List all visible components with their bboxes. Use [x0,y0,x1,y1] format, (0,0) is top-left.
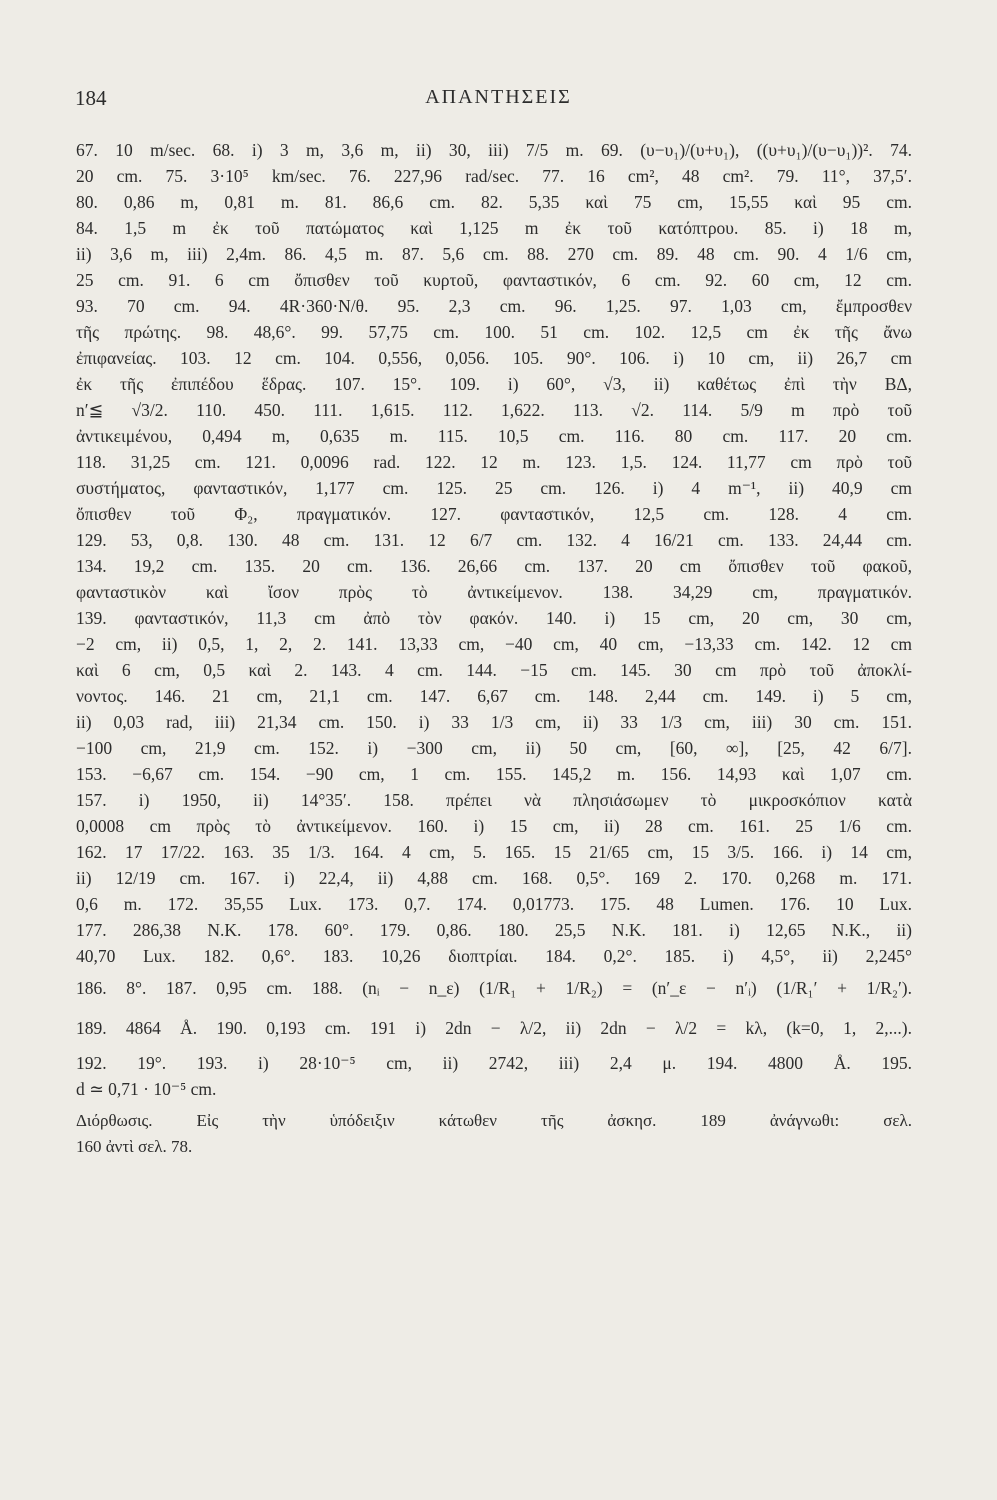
answer-line: 84. 1,5 m ἐκ τοῦ πατώματος καὶ 1,125 m ἐκ τοῦ κατόπτρου. 85. i) 18 m, [76,218,912,238]
answer-line: 118. 31,25 cm. 121. 0,0096 rad. 122. 12 m. 123. 1,5. 124. 11,77 cm πρὸ τοῦ [76,452,912,472]
answer-line: 177. 286,38 N.K. 178. 60°. 179. 0,86. 180. 25,5 N.K. 181. i) 12,65 N.K., ii) [76,920,912,940]
answer-line: d ≃ 0,71 · 10⁻⁵ cm. [76,1078,217,1099]
answer-line: ii) 0,03 rad, iii) 21,34 cm. 150. i) 33 1/3 cm, ii) 33 1/3 cm, iii) 30 cm. 151. [76,712,912,732]
correction-line: Διόρθωσις. Εἰς τὴν ὑπόδειξιν κάτωθεν τῆς ἀσκησ. 189 ἀνάγνωθι: σελ. [76,1111,912,1130]
answer-line: 0,6 m. 172. 35,55 Lux. 173. 0,7. 174. 0,01773. 175. 48 Lumen. 176. 10 Lux. [76,894,912,914]
answer-line: ἐπιφανείας. 103. 12 cm. 104. 0,556, 0,056. 105. 90°. 106. i) 10 cm, ii) 26,7 cm [76,348,912,368]
correction-note [76,1111,912,1158]
answer-line: 25 cm. 91. 6 cm ὄπισθεν τοῦ κυρτοῦ, φανταστικόν, 6 cm. 92. 60 cm, 12 cm. [76,270,912,290]
answer-line: τῆς πρώτης. 98. 48,6°. 99. 57,75 cm. 100. 51 cm. 102. 12,5 cm ἐκ τῆς ἄνω [76,322,912,342]
running-title: ΑΠΑΝΤΗΣΕΙΣ [425,86,572,108]
answer-line: 186. 8°. 187. 0,95 cm. 188. (nᵢ − n_ε) (1/R₁ + 1/R₂) = (n′_ε − n′ᵢ) (1/R₁′ + 1/R₂′). [76,977,912,998]
answer-line: 189. 4864 Å. 190. 0,193 cm. 191 i) 2dn − λ/2, ii) 2dn − λ/2 = kλ, (k=0, 1, 2,...). [76,1017,912,1038]
page-header [0,86,997,116]
answer-line: 153. −6,67 cm. 154. −90 cm, 1 cm. 155. 145,2 m. 156. 14,93 καὶ 1,07 cm. [76,764,912,784]
correction-line: 160 ἀντὶ σελ. 78. [76,1137,193,1156]
answers-block [76,140,912,1163]
answer-line: ἐκ τῆς ἐπιπέδου ἕδρας. 107. 15°. 109. i) 60°, √3, ii) καθέτως ἐπὶ τὴν ΒΔ, [76,374,912,394]
answer-line: 40,70 Lux. 182. 0,6°. 183. 10,26 διοπτρίαι. 184. 0,2°. 185. i) 4,5°, ii) 2,245° [76,946,912,966]
answer-line: νοντος. 146. 21 cm, 21,1 cm. 147. 6,67 cm. 148. 2,44 cm. 149. i) 5 cm, [76,686,912,706]
answer-line: ὄπισθεν τοῦ Φ₂, πραγματικόν. 127. φανταστικόν, 12,5 cm. 128. 4 cm. [76,504,912,524]
answer-line: 20 cm. 75. 3·10⁵ km/sec. 76. 227,96 rad/sec. 77. 16 cm², 48 cm². 79. 11°, 37,5′. [76,166,912,186]
answer-line: −2 cm, ii) 0,5, 1, 2, 2. 141. 13,33 cm, −40 cm, 40 cm, −13,33 cm. 142. 12 cm [76,634,912,654]
answer-line: ii) 12/19 cm. 167. i) 22,4, ii) 4,88 cm. 168. 0,5°. 169 2. 170. 0,268 m. 171. [76,868,912,888]
answer-line: 93. 70 cm. 94. 4R·360·N/θ. 95. 2,3 cm. 96. 1,25. 97. 1,03 cm, ἔμπροσθεν [76,296,912,316]
page-number: 184 [75,86,107,110]
answer-line: 139. φανταστικόν, 11,3 cm ἀπὸ τὸν φακόν. 140. i) 15 cm, 20 cm, 30 cm, [76,608,912,628]
answer-line: συστήματος, φανταστικόν, 1,177 cm. 125. 25 cm. 126. i) 4 m⁻¹, ii) 40,9 cm [76,478,912,498]
answer-line: 67. 10 m/sec. 68. i) 3 m, 3,6 m, ii) 30, iii) 7/5 m. 69. (υ−υ₁)/(υ+υ₁), ((υ+υ₁)/(υ−υ₁))². 74. [76,140,912,160]
answer-line: −100 cm, 21,9 cm. 152. i) −300 cm, ii) 50 cm, [60, ∞], [25, 42 6/7]. [76,738,912,758]
answer-line: 80. 0,86 m, 0,81 m. 81. 86,6 cm. 82. 5,35 καὶ 75 cm, 15,55 καὶ 95 cm. [76,192,912,212]
answer-line: ii) 3,6 m, iii) 2,4m. 86. 4,5 m. 87. 5,6 cm. 88. 270 cm. 89. 48 cm. 90. 4 1/6 cm, [76,244,912,264]
answer-line: 162. 17 17/22. 163. 35 1/3. 164. 4 cm, 5. 165. 15 21/65 cm, 15 3/5. 166. i) 14 cm, [76,842,912,862]
answer-line: 157. i) 1950, ii) 14°35′. 158. πρέπει νὰ πλησιάσωμεν τὸ μικροσκόπιον κατὰ [76,790,912,810]
answer-line: ἀντικειμένου, 0,494 m, 0,635 m. 115. 10,5 cm. 116. 80 cm. 117. 20 cm. [76,426,912,446]
answer-line: 134. 19,2 cm. 135. 20 cm. 136. 26,66 cm. 137. 20 cm ὄπισθεν τοῦ φακοῦ, [76,556,912,576]
answer-line: 129. 53, 0,8. 130. 48 cm. 131. 12 6/7 cm. 132. 4 16/21 cm. 133. 24,44 cm. [76,530,912,550]
answer-line: φανταστικὸν καὶ ἴσον πρὸς τὸ ἀντικείμενον. 138. 34,29 cm, πραγματικόν. [76,582,912,602]
answer-line: καὶ 6 cm, 0,5 καὶ 2. 143. 4 cm. 144. −15 cm. 145. 30 cm πρὸ τοῦ ἀποκλί- [76,660,912,680]
answer-line: n′≦ √3/2. 110. 450. 111. 1,615. 112. 1,622. 113. √2. 114. 5/9 m πρὸ τοῦ [76,400,912,420]
answer-line: 192. 19°. 193. i) 28·10⁻⁵ cm, ii) 2742, iii) 2,4 μ. 194. 4800 Å. 195. [76,1052,912,1073]
answer-line: 0,0008 cm πρὸς τὸ ἀντικείμενον. 160. i) 15 cm, ii) 28 cm. 161. 25 1/6 cm. [76,816,912,836]
